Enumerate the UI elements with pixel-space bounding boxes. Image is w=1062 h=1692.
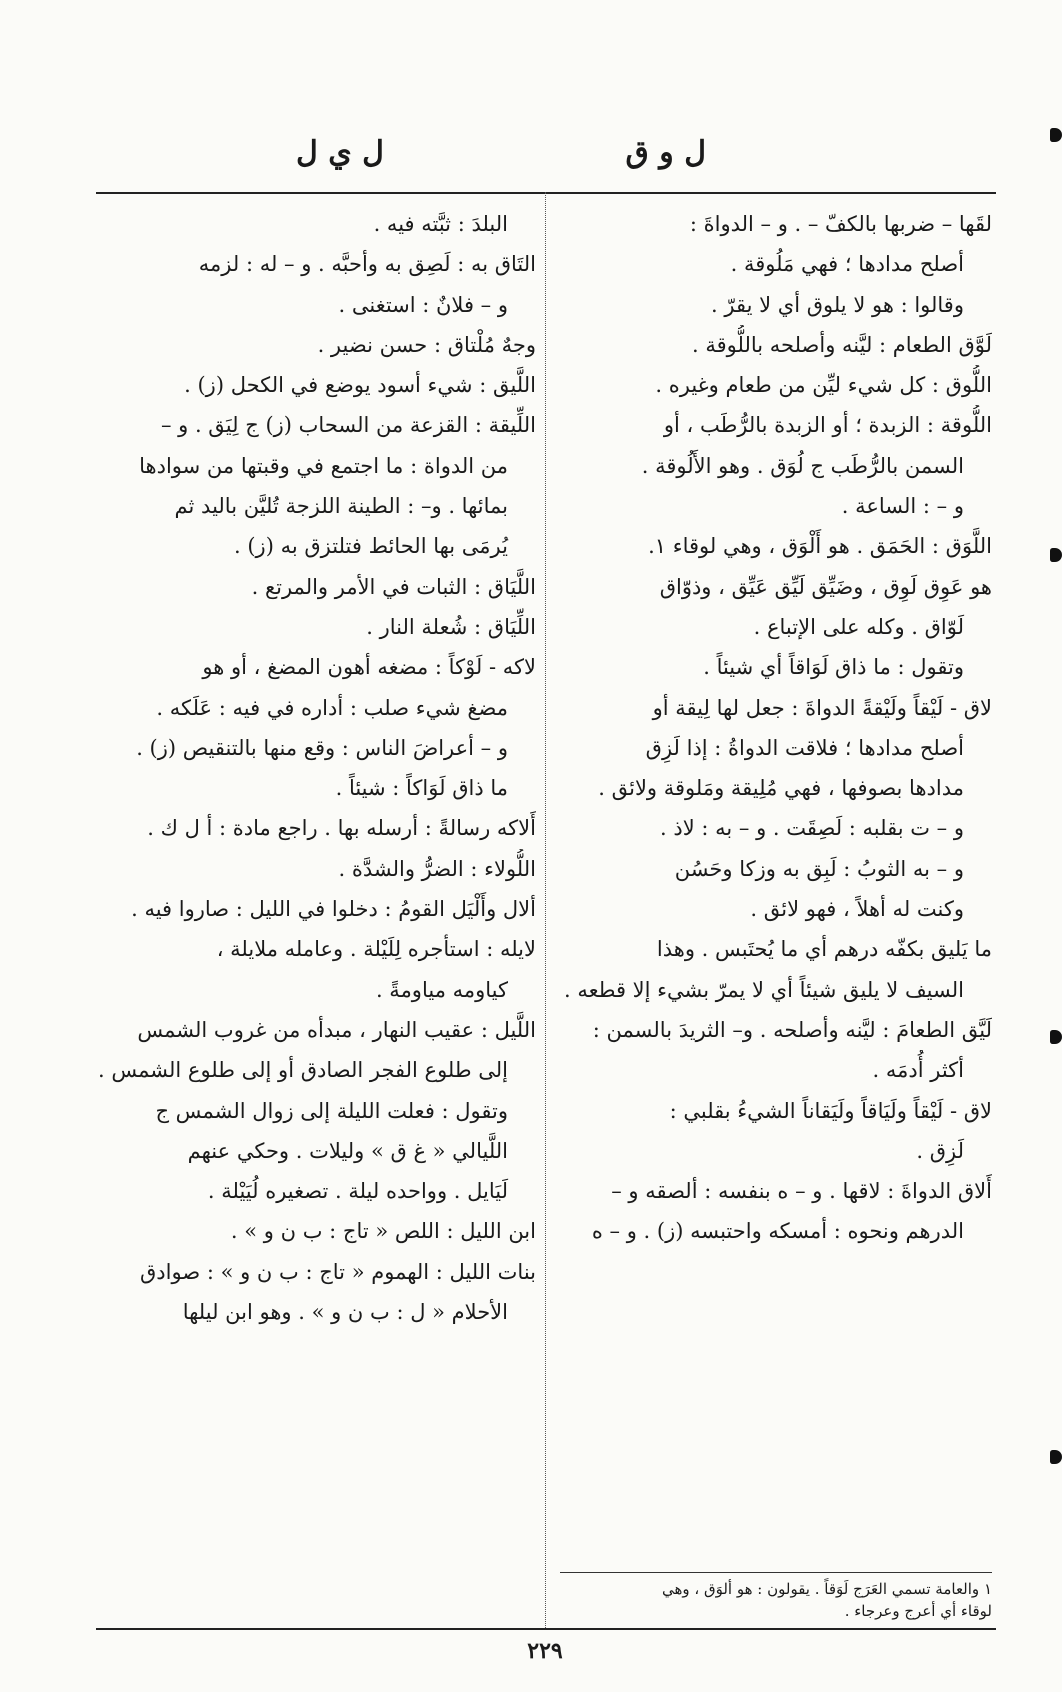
text-line: السيف لا يليق شيئاً أي لا يمرّ بشيء إلا قطعه .	[563, 977, 964, 1002]
text-line: اللَّيل : عقيب النهار ، مبدأه من غروب الشمس	[137, 1017, 536, 1042]
text-line: أصلح مدادها ؛ فلاقت الدواةُ : إذا لَزِق	[645, 735, 964, 760]
text-line: اللَّيَاق : الثبات في الأمر والمرتع .	[251, 574, 536, 599]
text-line: الأحلام « ل : ب ن و » . وهو ابن ليلها	[182, 1300, 508, 1325]
text-line: لَيَايل . وواحده ليلة . تصغيره لُيَيْلة .	[207, 1179, 508, 1204]
text-line: بنات الليل : الهموم « تاج : ب ن و » : صوادق	[140, 1259, 536, 1284]
text-line: اللِّيقة : القزعة من السحاب (ز) ج لِيَق . و –	[160, 413, 536, 438]
right-column	[550, 204, 992, 1252]
footnote	[560, 1578, 992, 1622]
left-column-title: ل ي ل	[296, 135, 384, 170]
text-line: اللَّوَق : الحَمَق . هو أَلْوَق ، وهي لوقاء ١.	[648, 534, 992, 559]
text-line: أَلاكه رسالةً : أرسله بها . راجع مادة : أ ل ك .	[147, 816, 536, 841]
text-line: كياومه مياومةً .	[375, 977, 508, 1002]
text-line: اللَّيق : شيء أسود يوضع في الكحل (ز) .	[184, 373, 536, 398]
footnote-rule	[560, 1572, 992, 1573]
left-column	[96, 204, 536, 1332]
text-line: بمائها . و– : الطينة اللزجة تُليَّن باليد ثم	[174, 494, 508, 519]
text-line: ما يَليق بكفّه درهم أي ما يُحتَبس . وهذا	[656, 937, 992, 962]
text-line: لَوَّق الطعام : ليَّنه وأصلحه باللُّوقة .	[692, 332, 992, 357]
text-line: وكنت له أهلاً ، فهو لائق .	[750, 897, 964, 922]
top-rule	[96, 192, 996, 194]
text-line: و – فلانٌ : استغنى .	[338, 292, 508, 317]
footnote-line: لوقاء أي أعرج وعرجاء .	[844, 1602, 992, 1620]
edge-mark	[1050, 548, 1062, 562]
text-line: ألال وأَلْيَل القومُ : دخلوا في الليل : صاروا فيه .	[131, 897, 536, 922]
text-line: اللُّوقة : الزبدة ؛ أو الزبدة بالرُّطَب ، أو	[663, 413, 992, 438]
text-line: و – : الساعة .	[841, 494, 964, 519]
bottom-rule	[96, 1628, 996, 1630]
right-column-title: ل و ق	[625, 135, 706, 170]
column-divider	[545, 192, 546, 1628]
text-line: الدرهم ونحوه : أمسكه واحتبسه (ز) . و – ه	[591, 1219, 964, 1244]
page-header	[96, 135, 996, 185]
text-line: لاق - لَيْقاً ولَيْقةً الدواةَ : جعل لها لِيقة أو	[652, 695, 992, 720]
text-line: أصلح مدادها ؛ فهي مَلُوقة .	[730, 252, 964, 277]
edge-mark	[1050, 128, 1062, 142]
text-line: البلدَ : ثبَّته فيه .	[373, 212, 508, 236]
text-line: اللُّولاء : الضرُّ والشدَّة .	[338, 856, 536, 881]
text-line: لاق - لَيْقاً ولَيَاقاً ولَيَقاناً الشيءُ بقلبي :	[669, 1098, 992, 1123]
footnote-line: ١ والعامة تسمي العَرَج لَوَقاً . يقولون : هو ألوَق ، وهي	[661, 1580, 992, 1598]
text-line: وجهٌ مُلْتاق : حسن نضير .	[317, 332, 536, 357]
text-line: لَوّاق . وكله على الإتباع .	[753, 614, 964, 639]
text-line: و – أعراضَ الناس : وقع منها بالتنقيص (ز) .	[136, 735, 508, 760]
text-line: أكثر أُدمَه .	[872, 1058, 964, 1083]
edge-mark	[1050, 1450, 1062, 1464]
text-line: السمن بالرُّطَب ج لُوَق . وهو الأَلُوقة .	[641, 453, 964, 478]
text-line: مدادها بصوفها ، فهي مُلِيقة ومَلوقة ولائق .	[598, 776, 964, 801]
text-line: ما ذاق لَوَاكاً : شيئاً .	[335, 776, 508, 801]
page-number: ٢٢٩	[527, 1638, 563, 1664]
text-line: لايله : استأجره لِلَيْلة . وعامله ملايلة ،	[216, 937, 536, 962]
text-line: و – به الثوبُ : لَبِق به وزكا وحَسُن	[674, 856, 964, 881]
text-line: إلى طلوع الفجر الصادق أو إلى طلوع الشمس .	[98, 1058, 508, 1083]
text-line: التَاق به : لَصِق به وأحبَّه . و – له : لزمه	[198, 252, 536, 277]
text-line: اللُّوق : كل شيء ليِّن من طعام وغيره .	[655, 373, 992, 398]
text-line: و – ت بقلبه : لَصِقَت . و – به : لاذ .	[660, 816, 964, 841]
text-line: وتقول : فعلت الليلة إلى زوال الشمس ج	[155, 1098, 508, 1123]
edge-mark	[1050, 1030, 1062, 1044]
text-line: لقَها – ضربها بالكفّ – . و – الدواةَ :	[689, 212, 992, 236]
text-line: وقالوا : هو لا يلوق أي لا يقرّ .	[711, 292, 964, 317]
text-line: من الدواة : ما اجتمع في وقبتها من سوادها	[139, 453, 508, 478]
text-line: لَيَّق الطعامَ : ليَّنه وأصلحه . و– الثريدَ بالسمن :	[592, 1017, 992, 1042]
text-line: وتقول : ما ذاق لَوَاقاً أي شيئاً .	[703, 655, 964, 680]
text-line: اللَّيالي « غ ق » وليلات . وحكي عنهم	[187, 1138, 508, 1163]
text-line: اللِّيَاق : شُعلة النار .	[366, 614, 536, 639]
text-line: لَزِق .	[916, 1138, 964, 1163]
text-line: مضغ شيء صلب : أداره في فيه : عَلَكه .	[156, 695, 508, 720]
text-line: ابن الليل : اللص « تاج : ب ن و » .	[230, 1219, 536, 1244]
text-line: أَلاق الدواةَ : لاقها . و – ه بنفسه : ألصقه و –	[611, 1179, 992, 1204]
text-line: هو عَوِق لَوِق ، وضَيِّق لَيِّق عَيِّق ، وذوّاق	[659, 574, 992, 599]
text-line: لاكه - لَوْكاً : مضغه أهون المضغ ، أو هو	[202, 655, 536, 680]
text-line: يُرمَى بها الحائط فتلتزق به (ز) .	[234, 534, 508, 559]
